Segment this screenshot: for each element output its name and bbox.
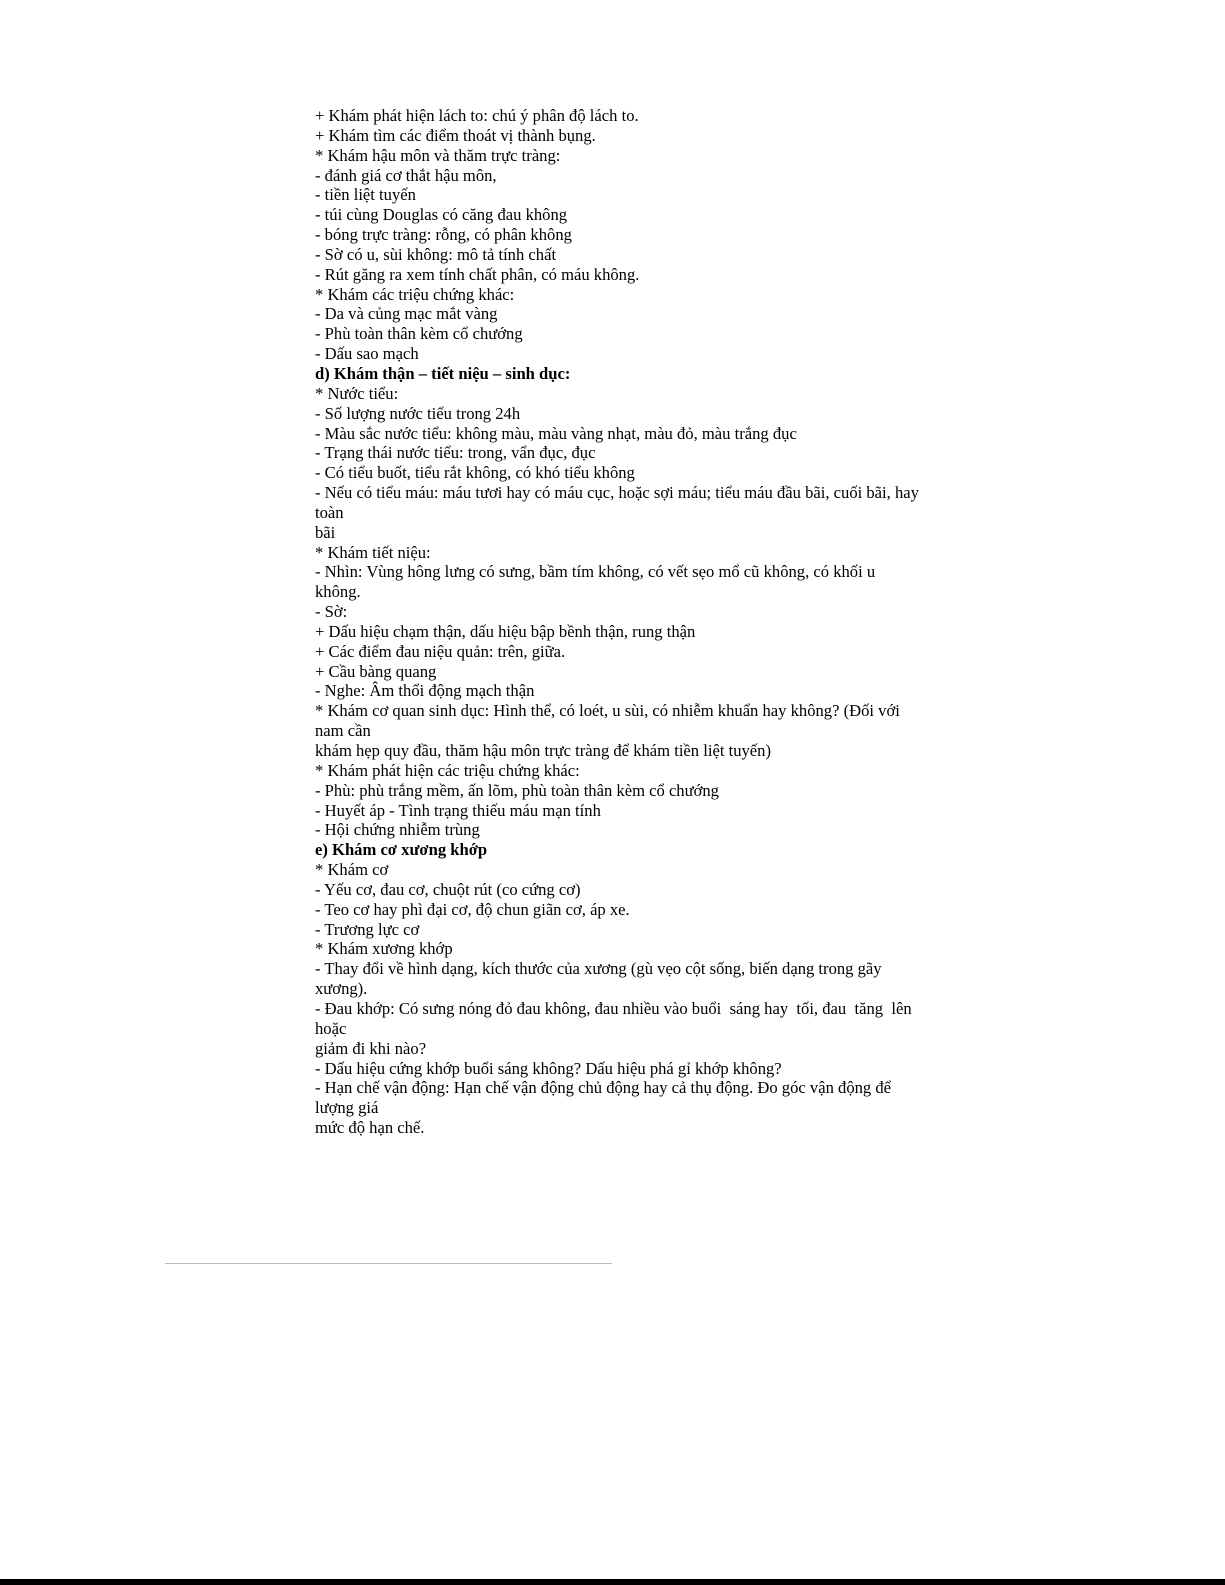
text-line: - Dấu hiệu cứng khớp buổi sáng không? Dấu hiệu phá gỉ khớp không? bbox=[315, 1058, 782, 1078]
text-line: lượng giá bbox=[315, 1098, 379, 1118]
text-line: * Khám phát hiện các triệu chứng khác: bbox=[315, 760, 580, 780]
text-line: - Đau khớp: Có sưng nóng đỏ đau không, đau nhiều vào buổi sáng hay tối, đau tăng lên bbox=[315, 998, 912, 1018]
text-line: - Sờ có u, sùi không: mô tả tính chất bbox=[315, 244, 557, 264]
text-line: - Nhìn: Vùng hông lưng có sưng, bầm tím không, có vết sẹo mổ cũ không, có khối u bbox=[315, 562, 876, 582]
text-line: - Trạng thái nước tiểu: trong, vẩn đục, đục bbox=[315, 443, 596, 463]
text-line: - Da và củng mạc mắt vàng bbox=[315, 304, 498, 324]
text-line: * Khám cơ quan sinh dục: Hình thể, có loét, u sùi, có nhiễm khuẩn hay không? (Đối với bbox=[315, 701, 900, 721]
text-line: + Khám tìm các điểm thoát vị thành bụng. bbox=[315, 125, 596, 145]
text-line: - Số lượng nước tiểu trong 24h bbox=[315, 403, 521, 423]
text-line: - tiền liệt tuyến bbox=[315, 185, 416, 205]
text-line: - Nếu có tiểu máu: máu tươi hay có máu cục, hoặc sợi máu; tiểu máu đầu bãi, cuối bãi, hay bbox=[315, 483, 919, 503]
text-line: - đánh giá cơ thắt hậu môn, bbox=[315, 165, 497, 185]
text-line: - Trương lực cơ bbox=[315, 919, 420, 939]
page-bottom-edge bbox=[0, 1579, 1225, 1585]
text-line: * Khám xương khớp bbox=[315, 939, 453, 959]
text-line: giảm đi khi nào? bbox=[315, 1038, 427, 1058]
text-line: - Thay đổi về hình dạng, kích thước của xương (gù vẹo cột sống, biến dạng trong gãy bbox=[315, 959, 882, 979]
text-line: + Khám phát hiện lách to: chú ý phân độ lách to. bbox=[315, 106, 639, 125]
text-line: - Teo cơ hay phì đại cơ, độ chun giãn cơ, áp xe. bbox=[315, 899, 630, 919]
text-line: - Huyết áp - Tình trạng thiếu máu mạn tính bbox=[315, 800, 601, 820]
text-line: hoặc bbox=[315, 1018, 347, 1038]
text-line: - Hội chứng nhiễm trùng bbox=[315, 820, 480, 840]
text-line: - Sờ: bbox=[315, 602, 348, 622]
text-line: * Khám các triệu chứng khác: bbox=[315, 284, 515, 304]
text-line: khám hẹp quy đầu, thăm hậu môn trực tràng để khám tiền liệt tuyến) bbox=[315, 741, 771, 760]
text-line: - Có tiểu buốt, tiểu rắt không, có khó tiểu không bbox=[315, 463, 635, 483]
section-heading: e) Khám cơ xương khớp bbox=[315, 840, 488, 860]
text-line: * Khám tiết niệu: bbox=[315, 542, 431, 562]
text-line: * Nước tiểu: bbox=[315, 383, 399, 403]
text-line: * Khám cơ bbox=[315, 860, 389, 880]
text-line: - túi cùng Douglas có căng đau không bbox=[315, 205, 568, 225]
text-line: - Phù toàn thân kèm cổ chướng bbox=[315, 324, 523, 344]
section-heading: d) Khám thận – tiết niệu – sinh dục: bbox=[315, 363, 571, 383]
text-line: - Màu sắc nước tiểu: không màu, màu vàng nhạt, màu đỏ, màu trắng đục bbox=[315, 423, 797, 443]
footnote-separator bbox=[165, 1263, 612, 1264]
text-line: - Phù: phù trắng mềm, ấn lõm, phù toàn thân kèm cổ chướng bbox=[315, 780, 719, 800]
text-line: không. bbox=[315, 582, 361, 602]
text-line: nam cần bbox=[315, 721, 371, 741]
document-body bbox=[315, 106, 975, 1138]
text-line: bãi bbox=[315, 522, 336, 542]
text-line: toàn bbox=[315, 502, 344, 522]
text-line: - Yếu cơ, đau cơ, chuột rút (co cứng cơ) bbox=[315, 879, 581, 899]
text-line: - bóng trực tràng: rỗng, có phân không bbox=[315, 225, 572, 245]
text-line: + Dấu hiệu chạm thận, dấu hiệu bập bềnh thận, rung thận bbox=[315, 621, 696, 641]
text-line: + Các điểm đau niệu quản: trên, giữa. bbox=[315, 641, 566, 661]
text-line: - Rút găng ra xem tính chất phân, có máu không. bbox=[315, 264, 640, 284]
text-line: xương). bbox=[315, 979, 368, 999]
text-line: + Cầu bàng quang bbox=[315, 661, 437, 681]
text-line: - Dấu sao mạch bbox=[315, 344, 419, 364]
text-line: - Hạn chế vận động: Hạn chế vận động chủ động hay cả thụ động. Đo góc vận động để bbox=[315, 1078, 892, 1098]
text-line: mức độ hạn chế. bbox=[315, 1118, 425, 1138]
text-line: * Khám hậu môn và thăm trực tràng: bbox=[315, 145, 561, 165]
text-line: - Nghe: Âm thổi động mạch thận bbox=[315, 681, 535, 701]
